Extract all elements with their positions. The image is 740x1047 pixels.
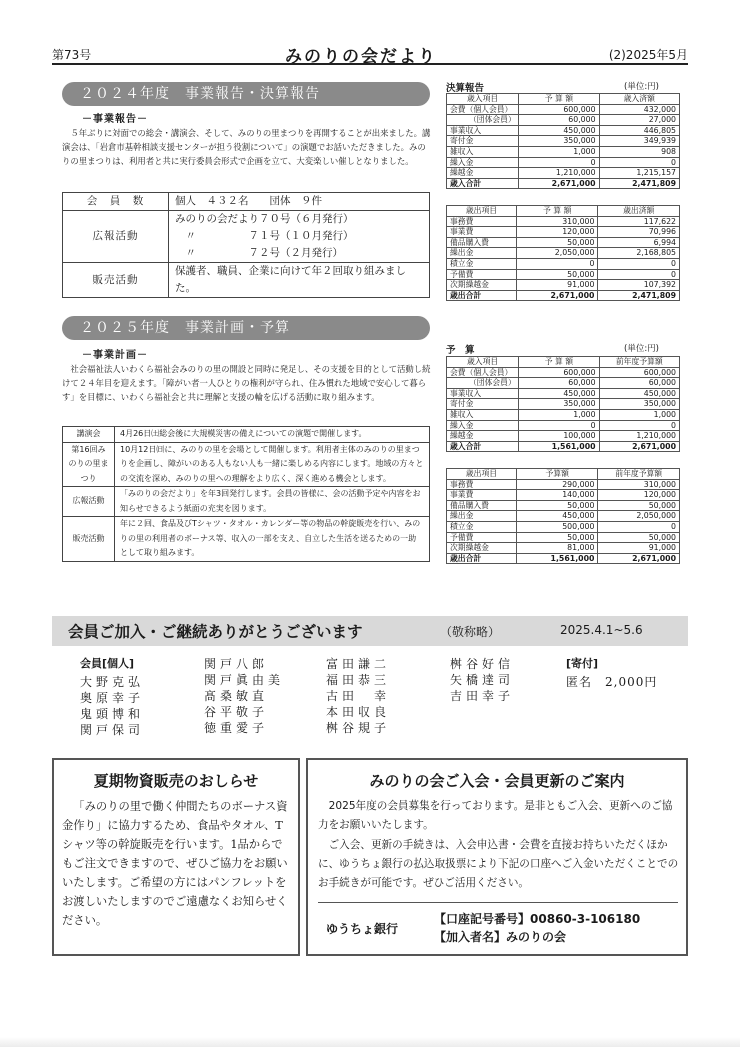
- item-cell: 歳入合計: [447, 178, 519, 189]
- amount-cell: 1,000: [599, 409, 679, 420]
- table-row: [447, 367, 680, 378]
- amount-cell: 2,168,805: [598, 248, 680, 259]
- item-cell: 事業費: [447, 227, 517, 238]
- col-header: 前年度予算額: [599, 357, 679, 368]
- summer-sale-text: 「みのりの里で働く仲間たちのボーナス資金作り」に協力するため、食品やタオル、Tシャツ等の幹旋販売を行います。1品からでもご注文できますので、ぜひご協力をお願いいたします。ご希望の方にはパンフレットをお渡しいたしますのでご遠慮なくお知らせください。: [62, 800, 288, 927]
- col-header: 前年度予算額: [598, 469, 680, 480]
- member-name: 古田 幸: [326, 689, 391, 703]
- payee-name: みのりの会: [506, 930, 567, 944]
- amount-cell: 0: [598, 258, 680, 269]
- item-cell: 事務費: [447, 479, 517, 490]
- newsletter-title: みのりの会だより: [285, 47, 437, 67]
- amount-cell: 50,000: [598, 532, 680, 543]
- amount-cell: 600,000: [519, 104, 599, 115]
- member-name: 本田収良: [326, 705, 391, 719]
- table-row: [447, 441, 680, 452]
- col-header: 予 算 額: [519, 357, 599, 368]
- item-cell: 備品購入費: [447, 237, 517, 248]
- members-title: 会員ご加入・ご継続ありがとうございます: [68, 623, 363, 641]
- plan-subheading: －事業計画－: [82, 350, 148, 361]
- item-cell: 会費（個人会員）: [447, 367, 519, 378]
- member-name: 桝谷好信: [450, 657, 515, 671]
- table-row: [63, 442, 430, 487]
- col-header: 歳出項目: [447, 206, 517, 217]
- members-period: 2025.4.1~5.6: [560, 623, 643, 637]
- col-header: 予 算 額: [516, 206, 598, 217]
- table-row: [447, 431, 680, 442]
- amount-cell: 1,561,000: [516, 553, 598, 564]
- item-cell: 次期繰越金: [447, 280, 517, 291]
- amount-cell: 350,000: [599, 399, 679, 410]
- amount-cell: 60,000: [519, 115, 599, 126]
- table-row: [447, 543, 680, 554]
- row-label: 広報活動: [63, 487, 115, 517]
- amount-cell: 310,000: [516, 216, 598, 227]
- table-row: [447, 269, 680, 280]
- col-header: 歳出済額: [598, 206, 680, 217]
- row-text: 4月26日㈯総会後に大規模災害の備えについての演題で開催します。: [115, 427, 430, 443]
- item-cell: （団体会員）: [447, 115, 519, 126]
- amount-cell: 100,000: [519, 431, 599, 442]
- amount-cell: 50,000: [516, 532, 598, 543]
- table-row: [447, 490, 680, 501]
- table-row: [447, 178, 680, 189]
- individual-label: 会員[個人]: [80, 657, 135, 670]
- amount-cell: 91,000: [516, 280, 598, 291]
- plan-text: 社会福祉法人いわくら福祉会みのりの里の開設と同時に発足し、その支援を目的として活動し続けて２４年目を迎えます。「障がい者一人ひとりの権利が守られ、住み慣れた地域で安心して暮らす」を目標に、いわくら福祉会と共に理解と支援の輪を広げる活動に取り組みます。: [62, 364, 431, 403]
- table-row: [447, 420, 680, 431]
- amount-cell: 450,000: [599, 388, 679, 399]
- table-row: [447, 290, 680, 301]
- member-name: 谷平敬子: [204, 705, 269, 719]
- account-label: 【口座記号番号】: [434, 912, 531, 926]
- budget-title: 予 算: [446, 345, 475, 356]
- amount-cell: 2,471,809: [599, 178, 679, 189]
- amount-cell: 450,000: [519, 125, 599, 136]
- membership-title: みのりの会ご入会・会員更新のご案内: [369, 772, 625, 790]
- member-name: 鬼頭博和: [80, 707, 145, 721]
- amount-cell: 0: [519, 157, 599, 168]
- item-cell: 積立金: [447, 521, 517, 532]
- amount-cell: 2,671,000: [599, 441, 679, 452]
- item-cell: 次期繰越金: [447, 543, 517, 554]
- item-cell: 寄付金: [447, 136, 519, 147]
- row-text: 10月12日㈰に、みのりの里を会場として開催します。利用者主体のみのりの里まつりを企画し、障がいのある人もない人も一緒に楽しめる内容にします。地域の方々との交流を深め、みのりの里への理解をより広く、深く進める機会とします。: [115, 442, 430, 487]
- amount-cell: 117,622: [598, 216, 680, 227]
- table-row: [63, 427, 430, 443]
- item-cell: 事業収入: [447, 125, 519, 136]
- membership-text-1: 2025年度の会員募集を行っております。是非ともご入会、更新へのご協力をお願いいたします。: [318, 800, 673, 831]
- table-row: [447, 500, 680, 511]
- table-row: [447, 280, 680, 291]
- col-header: 歳出項目: [447, 469, 517, 480]
- table-row: [63, 211, 430, 263]
- item-cell: 予備費: [447, 532, 517, 543]
- member-name: 矢橋達司: [450, 673, 515, 687]
- member-column-2: [204, 656, 284, 736]
- amount-cell: 0: [598, 269, 680, 280]
- amount-cell: 60,000: [599, 378, 679, 389]
- settlement-unit: (単位:円): [624, 82, 659, 92]
- payee-row: [434, 928, 566, 945]
- member-name: 大野克弘: [80, 675, 145, 689]
- member-name: 富田謙二: [326, 657, 391, 671]
- amount-cell: 0: [598, 521, 680, 532]
- settlement-income-table: [446, 93, 680, 189]
- row-label: 会 員 数: [63, 193, 169, 211]
- row-label: 講演会: [63, 427, 115, 443]
- amount-cell: 0: [599, 420, 679, 431]
- amount-cell: 60,000: [519, 378, 599, 389]
- amount-cell: 1,000: [519, 146, 599, 157]
- item-cell: 歳出合計: [447, 290, 517, 301]
- table-row: [447, 216, 680, 227]
- table-row: [447, 388, 680, 399]
- table-row: [63, 517, 430, 562]
- row-label: 第16回みのりの里まつり: [63, 442, 115, 487]
- amount-cell: 1,561,000: [519, 441, 599, 452]
- amount-cell: 91,000: [598, 543, 680, 554]
- item-cell: 積立金: [447, 258, 517, 269]
- amount-cell: 310,000: [598, 479, 680, 490]
- item-cell: 寄付金: [447, 399, 519, 410]
- issue-number: 第73号: [52, 48, 92, 62]
- donation-label: [寄付]: [566, 657, 599, 670]
- amount-cell: 2,050,000: [598, 511, 680, 522]
- member-name: 吉田幸子: [450, 689, 515, 703]
- amount-cell: 450,000: [519, 388, 599, 399]
- member-name: 関戸八郎: [204, 657, 269, 671]
- item-cell: 備品購入費: [447, 500, 517, 511]
- amount-cell: 500,000: [516, 521, 598, 532]
- amount-cell: 107,392: [598, 280, 680, 291]
- settlement-title: 決算報告: [446, 83, 485, 94]
- row-label: 広報活動: [63, 211, 169, 263]
- header-rule: [52, 63, 688, 65]
- amount-cell: 1,210,000: [599, 431, 679, 442]
- summer-sale-title: 夏期物資販売のおしらせ: [93, 772, 259, 790]
- member-column-4: [450, 656, 514, 704]
- col-header: 予 算 額: [519, 94, 599, 105]
- amount-cell: 1,215,157: [599, 168, 679, 179]
- col-header: 歳入済額: [599, 94, 679, 105]
- amount-cell: 70,996: [598, 227, 680, 238]
- item-cell: 会費（個人会員）: [447, 104, 519, 115]
- amount-cell: 1,210,000: [519, 168, 599, 179]
- amount-cell: 2,671,000: [516, 290, 598, 301]
- row-label: 販売活動: [63, 263, 169, 298]
- table-row: [63, 193, 430, 211]
- row-text: 個人 ４３２名 団体 ９件: [169, 193, 430, 211]
- amount-cell: 0: [516, 258, 598, 269]
- amount-cell: 600,000: [599, 367, 679, 378]
- table-row: [447, 378, 680, 389]
- amount-cell: 81,000: [516, 543, 598, 554]
- membership-text-2: ご入会、更新の手続きは、入会申込書・会費を直接お持ちいただくほかに、ゆうちょ銀行の払込取扱票により下記の口座へご入金いただくことでのお手続きが可能です。ぜひご活用ください。: [318, 839, 679, 889]
- amount-cell: 349,939: [599, 136, 679, 147]
- item-cell: 繰出金: [447, 248, 517, 259]
- row-text: みのりの会だより７０号（６月発行）: [175, 213, 354, 225]
- col-header: 歳入項目: [447, 94, 519, 105]
- member-column-1: [80, 674, 144, 738]
- table-row: [447, 146, 680, 157]
- table-row: [447, 237, 680, 248]
- table-row: [447, 258, 680, 269]
- item-cell: 歳出合計: [447, 553, 517, 564]
- table-row: [447, 479, 680, 490]
- item-cell: 雑収入: [447, 146, 519, 157]
- row-text: 〃 ７１号（１０月発行）: [175, 230, 354, 242]
- row-text: 〃 ７２号（２月発行）: [175, 247, 343, 259]
- plan-2025-table: [62, 426, 430, 562]
- report-2024-banner: ２０２４年度 事業報告・決算報告: [62, 82, 430, 106]
- item-cell: 繰入金: [447, 157, 519, 168]
- plan-2025-banner: ２０２５年度 事業計画・予算: [62, 316, 430, 340]
- member-name: 徳重愛子: [204, 721, 269, 735]
- page-bottom-shade: [0, 1037, 740, 1047]
- budget-expense-table: [446, 468, 680, 564]
- member-name: 福田恭三: [326, 673, 391, 687]
- table-row: [63, 487, 430, 517]
- amount-cell: 350,000: [519, 399, 599, 410]
- amount-cell: 140,000: [516, 490, 598, 501]
- amount-cell: 27,000: [599, 115, 679, 126]
- bank-name: ゆうちょ銀行: [326, 922, 399, 936]
- item-cell: 事業収入: [447, 388, 519, 399]
- amount-cell: 50,000: [516, 269, 598, 280]
- item-cell: 予備費: [447, 269, 517, 280]
- report-2024-table: [62, 192, 430, 298]
- report-subheading: －事業報告－: [82, 114, 148, 125]
- item-cell: 繰越金: [447, 168, 519, 179]
- col-header: 予算額: [516, 469, 598, 480]
- row-text: 「みのりの会だより」を年3回発行します。会員の皆様に、会の活動予定や内容をお知らせできるよう紙面の充実を図ります。: [115, 487, 430, 517]
- member-name: 桝谷規子: [326, 721, 391, 735]
- table-row: [447, 115, 680, 126]
- member-name: 奥原幸子: [80, 691, 145, 705]
- table-row: [447, 168, 680, 179]
- row-label: 販売活動: [63, 517, 115, 562]
- item-cell: 事業費: [447, 490, 517, 501]
- table-row: [447, 521, 680, 532]
- item-cell: 繰越金: [447, 431, 519, 442]
- table-row: [447, 157, 680, 168]
- table-row: [447, 409, 680, 420]
- member-name: 関戸保司: [80, 723, 145, 737]
- table-row: [447, 511, 680, 522]
- payee-label: 【加入者名】: [434, 930, 507, 944]
- members-honorific: （敬称略）: [440, 625, 501, 639]
- report-text: ５年ぶりに対面での総会・講演会、そして、みのりの里まつりを再開することが出来ました。講演会は、「岩倉市基幹相談支援センターが担う役割について」の演題でお話いただきました。みのりの里まつりは、利用者と共に実行委員会形式で企画を立て、大変楽しい催しとなりました。: [62, 128, 431, 167]
- settlement-expense-table: [446, 205, 680, 301]
- amount-cell: 908: [599, 146, 679, 157]
- item-cell: 事務費: [447, 216, 517, 227]
- table-row: [447, 104, 680, 115]
- member-column-3: [326, 656, 390, 736]
- item-cell: 歳入合計: [447, 441, 519, 452]
- amount-cell: 600,000: [519, 367, 599, 378]
- table-row: [447, 227, 680, 238]
- amount-cell: 50,000: [598, 500, 680, 511]
- item-cell: 繰出金: [447, 511, 517, 522]
- table-row: [447, 248, 680, 259]
- table-row: [447, 399, 680, 410]
- budget-unit: (単位:円): [624, 344, 659, 354]
- amount-cell: 2,671,000: [519, 178, 599, 189]
- member-name: 髙桑敏直: [204, 689, 269, 703]
- amount-cell: 120,000: [598, 490, 680, 501]
- member-name: 関戸眞由美: [204, 673, 285, 687]
- page-date: (2)2025年5月: [608, 48, 688, 62]
- item-cell: 繰入金: [447, 420, 519, 431]
- amount-cell: 2,671,000: [598, 553, 680, 564]
- table-row: [447, 553, 680, 564]
- amount-cell: 50,000: [516, 500, 598, 511]
- account-row: [434, 910, 640, 927]
- amount-cell: 0: [519, 420, 599, 431]
- col-header: 歳入項目: [447, 357, 519, 368]
- amount-cell: 50,000: [516, 237, 598, 248]
- amount-cell: 0: [599, 157, 679, 168]
- membership-divider: [318, 902, 678, 903]
- amount-cell: 2,471,809: [598, 290, 680, 301]
- amount-cell: 290,000: [516, 479, 598, 490]
- account-number: 00860-3-106180: [530, 912, 641, 926]
- table-row: [447, 125, 680, 136]
- row-text: 年に２回、食品及びTシャツ・タオル・カレンダー等の物品の幹旋販売を行い、みのりの里の利用者のボーナス等、収入の一部を支え、自立した生活を送るための一助として取り組みます。: [115, 517, 430, 562]
- amount-cell: 1,000: [519, 409, 599, 420]
- amount-cell: 2,050,000: [516, 248, 598, 259]
- item-cell: 雑収入: [447, 409, 519, 420]
- donation-text: 匿名 2,000円: [566, 675, 658, 689]
- amount-cell: 450,000: [516, 511, 598, 522]
- amount-cell: 6,994: [598, 237, 680, 248]
- amount-cell: 120,000: [516, 227, 598, 238]
- table-row: [447, 532, 680, 543]
- table-row: [63, 263, 430, 298]
- table-row: [447, 136, 680, 147]
- amount-cell: 432,000: [599, 104, 679, 115]
- amount-cell: 350,000: [519, 136, 599, 147]
- item-cell: （団体会員）: [447, 378, 519, 389]
- amount-cell: 446,805: [599, 125, 679, 136]
- budget-income-table: [446, 356, 680, 452]
- row-text: 保護者、職員、企業に向けて年２回取り組みました。: [169, 263, 430, 298]
